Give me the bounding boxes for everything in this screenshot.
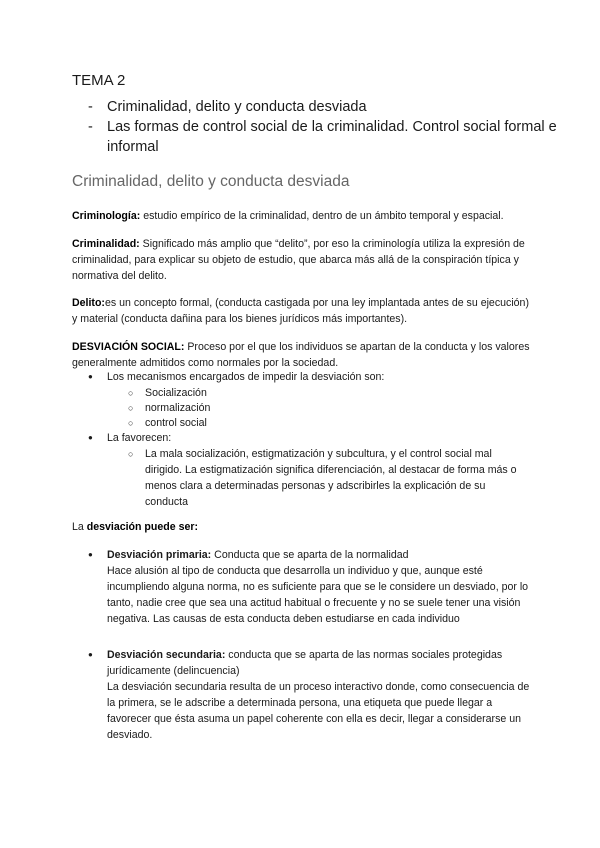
definition-term: Delito: xyxy=(72,297,105,309)
intro-bold: desviación puede ser: xyxy=(86,521,199,533)
bullet-marker: ● xyxy=(88,550,93,559)
bullet-marker: ● xyxy=(88,372,93,381)
definition-desviacion-social xyxy=(72,339,532,371)
definition-criminalidad xyxy=(72,236,532,284)
favorecen-item xyxy=(128,446,528,510)
mecanismo-item xyxy=(128,415,528,431)
topic-text: Criminalidad, delito y conducta desviada xyxy=(107,99,367,115)
desviacion-short: Conducta que se aparta de la normalidad xyxy=(211,549,409,561)
desviacion-content xyxy=(107,647,536,743)
sub-bullet-marker: ○ xyxy=(128,388,134,398)
desviacion-intro xyxy=(72,519,532,535)
sub-bullet-text: Socialización xyxy=(145,387,207,399)
desviacion-term: Desviación primaria: xyxy=(107,549,212,561)
section-heading: Criminalidad, delito y conducta desviada xyxy=(72,173,350,190)
definition-text: estudio empírico de la criminalidad, dentro de un ámbito temporal y espacial. xyxy=(140,210,504,222)
bullet-marker: ● xyxy=(88,433,93,442)
sub-bullet-marker: ○ xyxy=(128,403,134,413)
dash-marker: - xyxy=(88,99,93,115)
favorecen-bullet xyxy=(88,430,528,446)
desviacion-content xyxy=(107,547,536,627)
desviacion-term: Desviación secundaria: xyxy=(107,649,226,661)
intro-prefix: La xyxy=(72,521,87,533)
definition-criminologia xyxy=(72,208,532,224)
mecanismo-item xyxy=(128,400,528,416)
dash-marker: - xyxy=(88,119,93,135)
topic-text: Las formas de control social de la criminalidad. Control social formal e informal xyxy=(107,119,557,155)
sub-bullet-text: La mala socialización, estigmatización y subcultura, y el control social mal dirigido. La estigmatización significa diferenciación, al destacar de forma más o menos clara a determinadas personas y adscribirles la explicación de su conducta xyxy=(145,448,517,508)
mecanismo-item xyxy=(128,385,528,401)
sub-bullet-marker: ○ xyxy=(128,418,134,428)
sub-bullet-text: normalización xyxy=(145,402,211,414)
page-title: TEMA 2 xyxy=(72,72,126,89)
topic-list xyxy=(88,97,600,157)
definition-term: DESVIACIÓN SOCIAL: xyxy=(72,341,185,353)
topic-item xyxy=(88,97,600,117)
bullet-marker: ● xyxy=(88,650,93,659)
definition-term: Criminología: xyxy=(72,210,141,222)
desviacion-detail: La desviación secundaria resulta de un proceso interactivo donde, como consecuencia de la primera, se le adscribe a determinada persona, una etiqueta que puede llegar a favorecer que ésta asuma un papel coherente con ella es decir, llegar a considerarse un desviado. xyxy=(107,681,530,741)
topic-item xyxy=(88,117,600,157)
desviacion-detail: Hace alusión al tipo de conducta que desarrolla un individuo y que, aunque esté incumpliendo alguna norma, no es suficiente para que se le considere un desviado, por lo tanto, nadie cree que sea una actitud habitual o frecuente y no se suele tener una visión negativa. Las causas de esta conducta deben estudiarse en cada individuo xyxy=(107,565,529,625)
definition-term: Criminalidad: xyxy=(72,238,140,250)
definition-delito xyxy=(72,295,532,327)
definition-text: Proceso por el que los individuos se apartan de la conducta y los valores generalmente admitidos como normales por la sociedad. xyxy=(72,341,530,369)
bullet-text: La favorecen: xyxy=(107,432,172,444)
definition-text: Significado más amplio que “delito”, por eso la criminología utiliza la expresión de criminalidad, para explicar su objeto de estudio, que abarca más allá de la conspiración típica y normativa del delito. xyxy=(72,238,525,282)
mecanismos-bullet xyxy=(88,369,528,385)
desviacion-secundaria xyxy=(88,647,536,743)
sub-bullet-marker: ○ xyxy=(128,449,134,459)
sub-bullet-text: control social xyxy=(145,417,207,429)
definition-text: es un concepto formal, (conducta castigada por una ley implantada antes de su ejecución) y material (conducta dañina para los bienes jurídicos más importantes). xyxy=(72,297,529,325)
desviacion-short: conducta que se aparta de las normas sociales protegidas jurídicamente (delincuencia) xyxy=(107,649,503,677)
bullet-text: Los mecanismos encargados de impedir la desviación son: xyxy=(107,371,385,383)
desviacion-primaria xyxy=(88,547,536,627)
